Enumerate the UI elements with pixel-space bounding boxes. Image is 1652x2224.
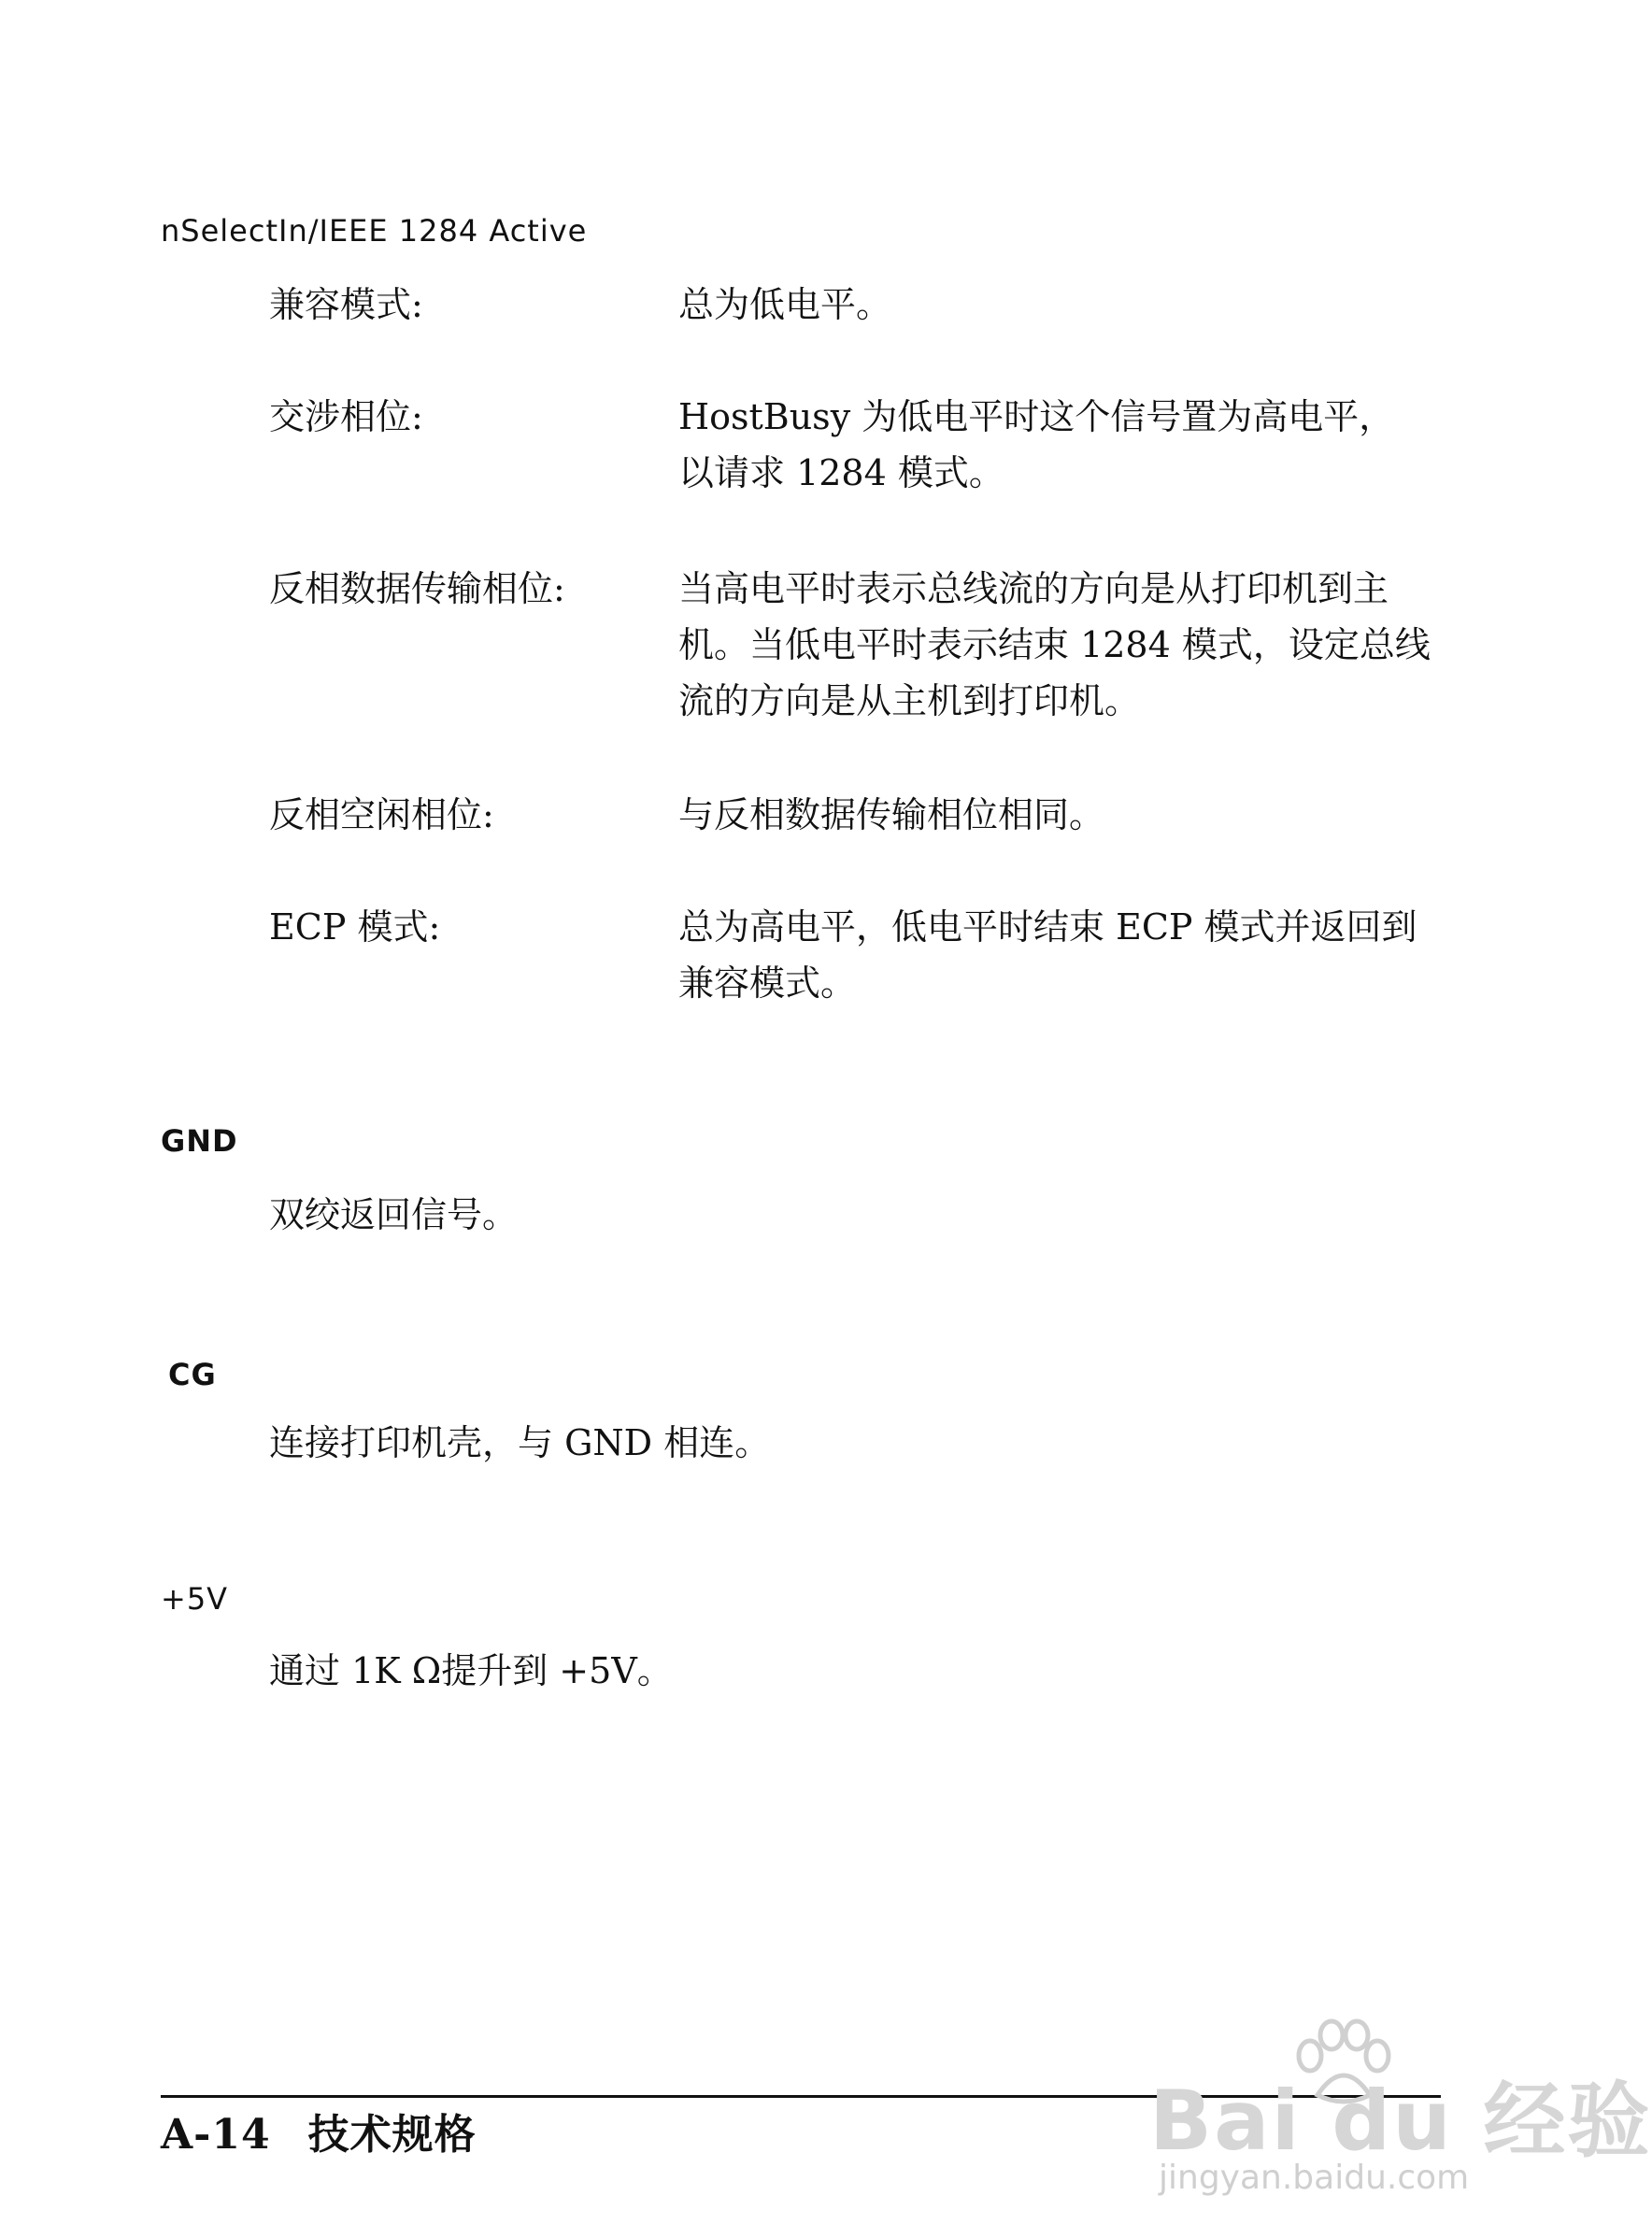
description-line: 当高电平时表示总线流的方向是从打印机到主 [678, 568, 1389, 609]
signal-heading-cg: CG [168, 1357, 217, 1392]
chapter-title: 技术规格 [307, 2111, 477, 2159]
description-line: 机。当低电平时表示结束 1284 模式，设定总线 [678, 624, 1431, 665]
gnd-description: 双绞返回信号。 [269, 1194, 519, 1235]
description-line: HostBusy 为低电平时这个信号置为高电平， [678, 396, 1395, 437]
mode-description [678, 899, 1482, 1011]
mode-term: 反相空闲相位: [269, 794, 494, 835]
mode-description [678, 277, 1482, 333]
description-line: 与反相数据传输相位相同。 [678, 794, 1105, 835]
description-line: 总为低电平。 [678, 284, 892, 325]
signal-heading-nselectin: nSelectIn/IEEE 1284 Active [161, 213, 588, 249]
description-line: 总为高电平，低电平时结束 ECP 模式并返回到 [678, 906, 1417, 948]
plus5v-description: 通过 1K Ω提升到 +5V。 [269, 1650, 673, 1691]
mode-description [678, 561, 1482, 729]
signal-heading-plus5v: +5V [161, 1581, 229, 1617]
mode-description [678, 787, 1482, 843]
mode-term: 交涉相位: [269, 396, 423, 437]
description-line: 以请求 1284 模式。 [678, 452, 1004, 493]
mode-term: 反相数据传输相位: [269, 568, 565, 609]
description-line: 流的方向是从主机到打印机。 [678, 680, 1141, 721]
mode-term: ECP 模式: [269, 906, 441, 948]
page-number: A-14 [161, 2111, 271, 2159]
mode-term: 兼容模式: [269, 284, 423, 325]
cg-description: 连接打印机壳，与 GND 相连。 [269, 1422, 771, 1463]
signal-heading-gnd: GND [161, 1123, 238, 1159]
mode-description [678, 389, 1482, 501]
watermark-url: jingyan.baidu.com [1159, 2159, 1470, 2197]
baidu-jingyan-watermark [1149, 2018, 1652, 2205]
description-line: 兼容模式。 [678, 962, 857, 1004]
watermark-brand: Bai du 经验 [1149, 2073, 1652, 2169]
page-footer [161, 2101, 477, 2160]
